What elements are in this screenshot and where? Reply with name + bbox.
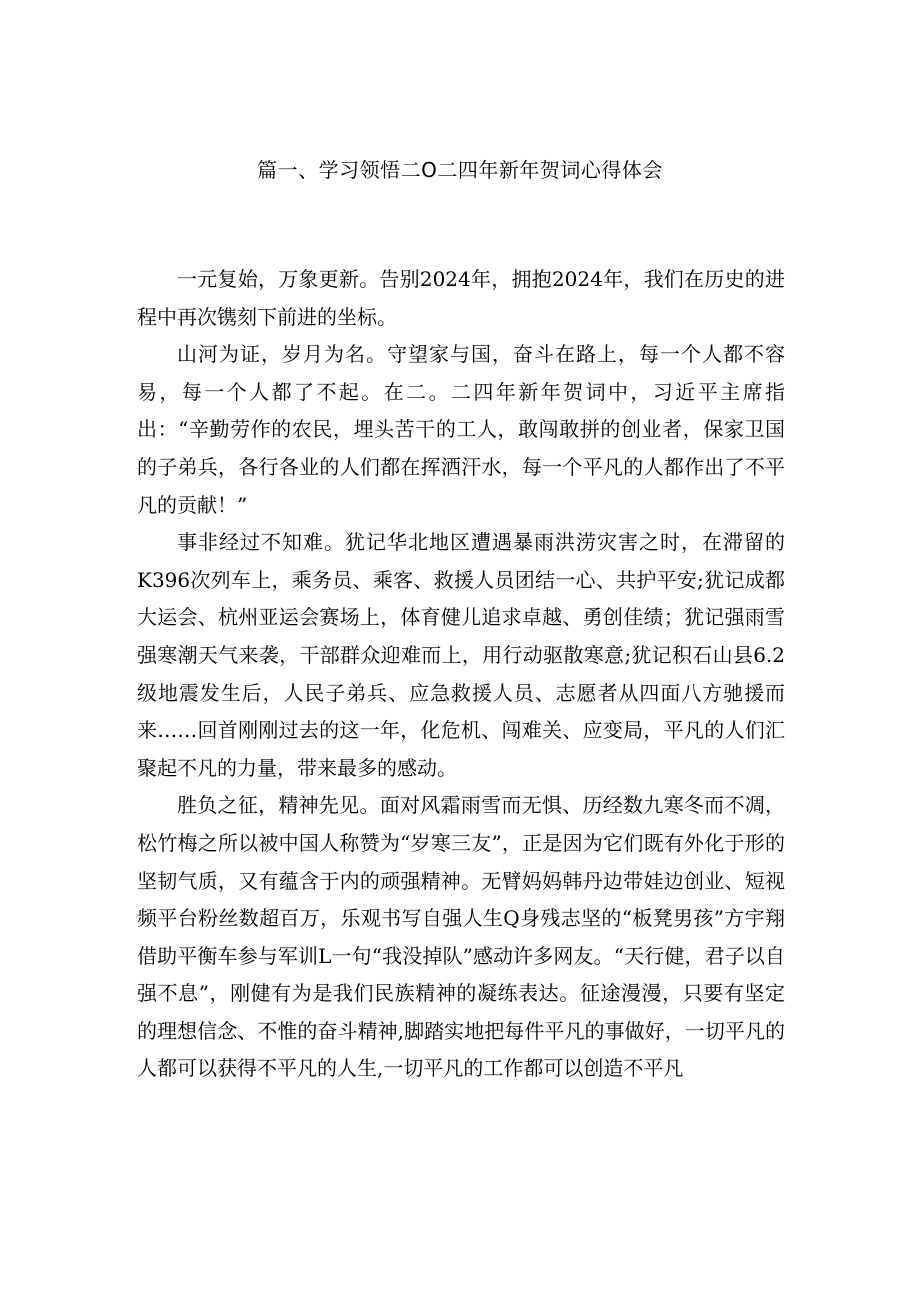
paragraph-3: 事非经过不知难。犹记华北地区遭遇暴雨洪涝灾害之时，在滞留的K396次列车上，乘务员、乘客、救援人员团结一心、共护平安;犹记成都大运会、杭州亚运会赛场上，体育健儿追求卓越、勇创佳绩；犹记强雨雪强寒潮天气来袭，干部群众迎难而上，用行动驱散寒意;犹记积石山县6.2级地震发生后，人民子弟兵、应急救援人员、志愿者从四面八方驰援而来……回首刚刚过去的这一年，化危机、闯难关、应变局，平凡的人们汇聚起不凡的力量，带来最多的感动。 — [137, 530, 785, 780]
paragraph-1: 一元复始，万象更新。告别2024年，拥抱2024年，我们在历史的进程中再次镌刻下前进的坐标。 — [137, 267, 785, 329]
paragraph-4: 胜负之征，精神先见。面对风霜雨雪而无惧、历经数九寒冬而不凋，松竹梅之所以被中国人称赞为“岁寒三友”，正是因为它们既有外化于形的坚韧气质，又有蕴含于内的顽强精神。无臂妈妈韩丹边带娃边创业、短视频平台粉丝数超百万，乐观书写自强人生Q身残志坚的“板凳男孩”方宇翔借助平衡车参与军训L一句“我没掉队”感动许多网友。“天行健，君子以自强不息”，刚健有为是我们民族精神的凝练表达。征途漫漫，只要有坚定的理想信念、不惟的奋斗精神,脚踏实地把每件平凡的事做好，一切平凡的人都可以获得不平凡的人生,一切平凡的工作都可以创造不平凡 — [137, 793, 785, 1081]
document-title: 篇一、学习领悟二O二四年新年贺词心得体会 — [257, 158, 663, 182]
paragraph-2: 山河为证，岁月为名。守望家与国，奋斗在路上，每一个人都不容易，每一个人都了不起。在二。二四年新年贺词中，习近平主席指出：“辛勤劳作的农民，埋头苦干的工人，敢闯敢拼的创业者，保家卫国的子弟兵，各行各业的人们都在挥洒汗水，每一个平凡的人都作出了不平凡的贡献！” — [137, 342, 785, 517]
document-body — [137, 261, 785, 1088]
